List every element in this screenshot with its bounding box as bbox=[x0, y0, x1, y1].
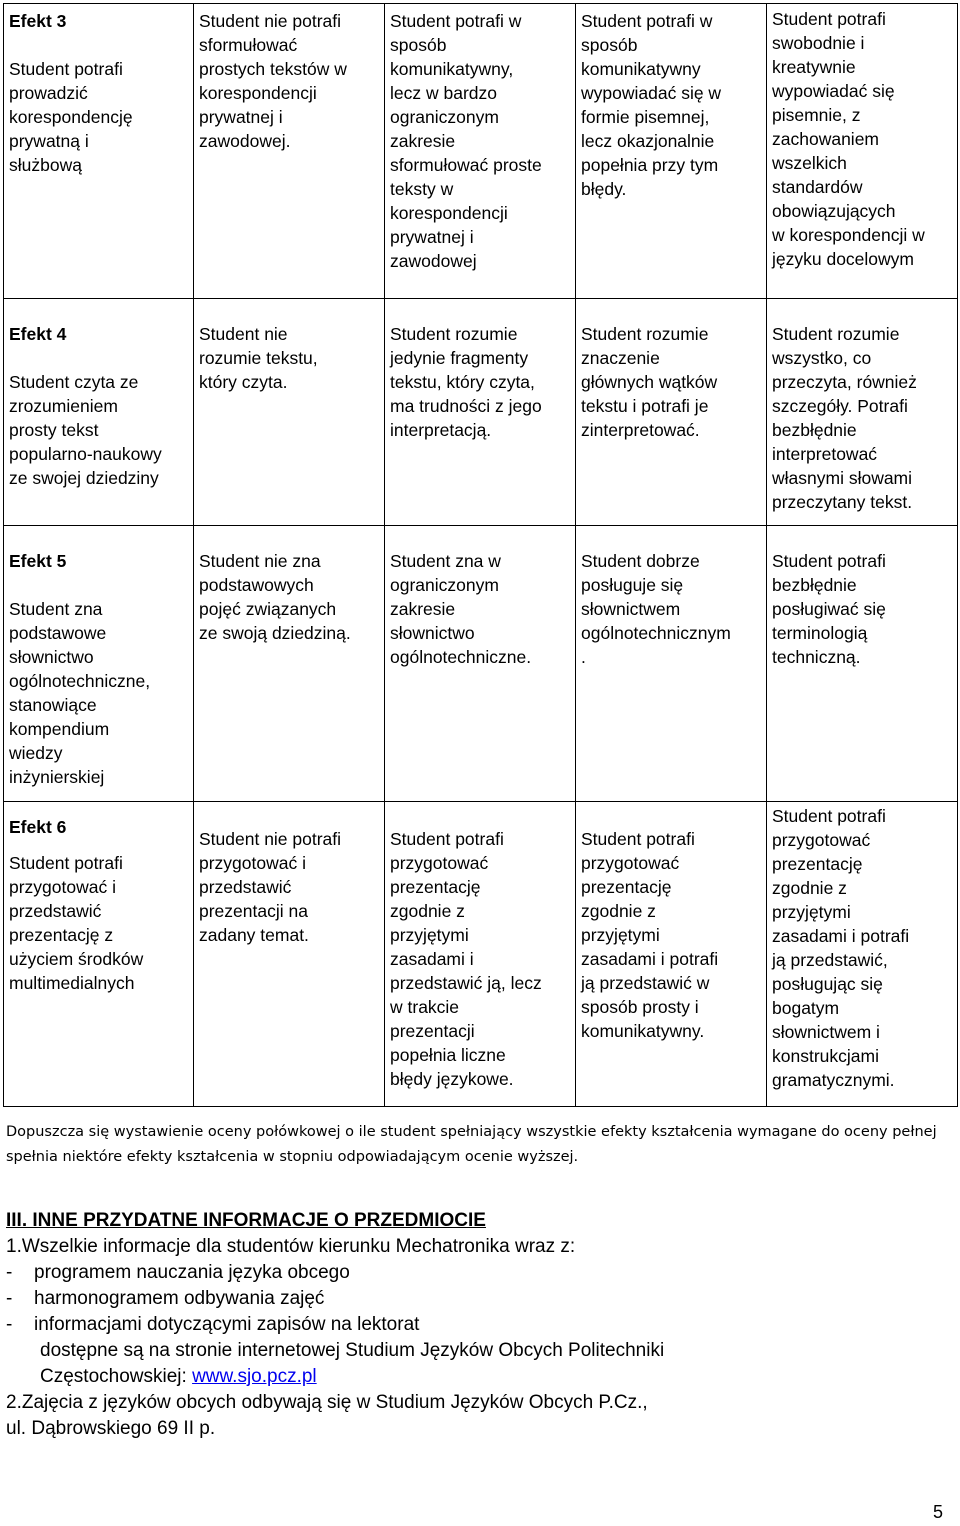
effect-title: Efekt 5 bbox=[9, 551, 67, 571]
grade-cell bbox=[576, 802, 767, 1107]
grade-cell bbox=[576, 526, 767, 802]
grade-criterion: Student nie potrafi sformułować prostych tekstów w korespondencji prywatnej i zawodowej. bbox=[199, 11, 347, 151]
table-row bbox=[4, 4, 958, 299]
section-heading: III. INNE PRZYDATNE INFORMACJE O PRZEDMIOCIE bbox=[6, 1210, 486, 1231]
grade-cell bbox=[576, 299, 767, 526]
grade-cell bbox=[767, 4, 958, 299]
list-item bbox=[6, 1286, 936, 1312]
grade-criterion: Student potrafi bezbłędnie posługiwać się terminologią techniczną. bbox=[772, 551, 886, 667]
grade-criterion: Student dobrze posługuje się słownictwem ogólnotechnicznym . bbox=[581, 551, 731, 667]
effect-cell bbox=[4, 802, 194, 1107]
list-item bbox=[6, 1260, 936, 1286]
dash-bullet: - bbox=[6, 1314, 13, 1335]
grade-criterion: Student zna w ograniczonym zakresie słownictwo ogólnotechniczne. bbox=[390, 551, 532, 667]
grade-criterion: Student nie rozumie tekstu, który czyta. bbox=[199, 324, 318, 392]
availability-line bbox=[6, 1364, 936, 1390]
availability-prefix: Częstochowskiej: bbox=[40, 1366, 193, 1387]
grading-criteria-table bbox=[3, 3, 958, 1107]
grade-criterion: Student nie potrafi przygotować i przedstawić prezentacji na zadany temat. bbox=[199, 829, 342, 945]
effect-title: Efekt 6 bbox=[9, 817, 67, 837]
grade-criterion: Student potrafi swobodnie i kreatywnie wypowiadać się pisemnie, z zachowaniem wszelkich standardów obowiązujących w korespondencji w języku docelowym bbox=[772, 9, 925, 269]
grade-criterion: Student potrafi przygotować prezentację zgodnie z przyjętymi zasadami i potrafi ją przedstawić w sposób prosty i komunikatywny. bbox=[581, 829, 719, 1041]
info-item-2: 2.Zajęcia z języków obcych odbywają się w Studium Języków Obcych P.Cz., bbox=[6, 1392, 648, 1413]
grade-cell bbox=[576, 4, 767, 299]
grade-cell bbox=[767, 526, 958, 802]
grade-cell bbox=[385, 526, 576, 802]
table-row bbox=[4, 526, 958, 802]
list-item-text: informacjami dotyczącymi zapisów na lektorat bbox=[34, 1314, 420, 1335]
grade-criterion: Student nie zna podstawowych pojęć związanych ze swoją dziedziną. bbox=[199, 551, 351, 643]
grade-criterion: Student rozumie jedynie fragmenty tekstu, który czyta, ma trudności z jego interpretacją. bbox=[390, 324, 542, 440]
info-item-2-address: ul. Dąbrowskiego 69 II p. bbox=[6, 1418, 216, 1439]
grade-cell bbox=[385, 299, 576, 526]
effect-description: Student zna podstawowe słownictwo ogólnotechniczne, stanowiące kompendium wiedzy inżynierskiej bbox=[9, 599, 151, 787]
half-grade-note: Dopuszcza się wystawienie oceny połówkowej o ile student spełniający wszystkie efekty kształcenia wymagane do oceny pełnej spełnia niektóre efekty kształcenia w stopniu odpowiadającym ocenie wyższej. bbox=[6, 1124, 937, 1165]
list-item-text: programem nauczania języka obcego bbox=[34, 1262, 350, 1283]
effect-cell bbox=[4, 4, 194, 299]
list-item-text: harmonogramem odbywania zajęć bbox=[34, 1288, 325, 1309]
grade-cell bbox=[385, 4, 576, 299]
grade-criterion: Student potrafi przygotować prezentację zgodnie z przyjętymi zasadami i przedstawić ją, lecz w trakcie prezentacji popełnia liczne błędy językowe. bbox=[390, 829, 542, 1089]
grade-cell bbox=[194, 299, 385, 526]
grade-cell bbox=[194, 4, 385, 299]
info-item-1-intro: 1.Wszelkie informacje dla studentów kierunku Mechatronika wraz z: bbox=[6, 1236, 576, 1257]
effect-description: Student potrafi prowadzić korespondencję prywatną i służbową bbox=[9, 59, 133, 175]
grade-criterion: Student potrafi w sposób komunikatywny, lecz w bardzo ograniczonym zakresie sformułować proste teksty w korespondencji prywatnej i zawodowej bbox=[390, 11, 542, 271]
effect-title: Efekt 4 bbox=[9, 324, 67, 344]
grade-cell bbox=[385, 802, 576, 1107]
grade-criterion: Student rozumie wszystko, co przeczyta, również szczegóły. Potrafi bezbłędnie interpretować własnymi słowami przeczytany tekst. bbox=[772, 324, 917, 512]
effect-title: Efekt 3 bbox=[9, 11, 67, 31]
effect-cell bbox=[4, 299, 194, 526]
grade-cell bbox=[767, 802, 958, 1107]
sjo-website-link[interactable]: www.sjo.pcz.pl bbox=[192, 1366, 317, 1387]
grade-criterion: Student potrafi w sposób komunikatywny wypowiadać się w formie pisemnej, lecz okazjonalnie popełnia przy tym błędy. bbox=[581, 11, 722, 199]
dash-bullet: - bbox=[6, 1288, 13, 1309]
grade-criterion: Student rozumie znaczenie głównych wątków tekstu i potrafi je zinterpretować. bbox=[581, 324, 718, 440]
availability-line: dostępne są na stronie internetowej Studium Języków Obcych Politechniki bbox=[40, 1340, 665, 1361]
table-row bbox=[4, 802, 958, 1107]
table-row bbox=[4, 299, 958, 526]
effect-description: Student potrafi przygotować i przedstawić prezentację z użyciem środków multimedialnych bbox=[9, 853, 144, 993]
grade-criterion: Student potrafi przygotować prezentację zgodnie z przyjętymi zasadami i potrafi ją przedstawić, posługując się bogatym słownictwem i konstrukcjami gramatycznymi. bbox=[772, 806, 910, 1090]
grade-cell bbox=[194, 802, 385, 1107]
other-information-section bbox=[6, 1208, 936, 1442]
page-number: 5 bbox=[932, 1502, 943, 1522]
effect-description: Student czyta ze zrozumieniem prosty tekst popularno-naukowy ze swojej dziedziny bbox=[9, 372, 162, 488]
list-item bbox=[6, 1312, 936, 1338]
dash-bullet: - bbox=[6, 1262, 13, 1283]
grade-cell bbox=[767, 299, 958, 526]
grade-cell bbox=[194, 526, 385, 802]
effect-cell bbox=[4, 526, 194, 802]
